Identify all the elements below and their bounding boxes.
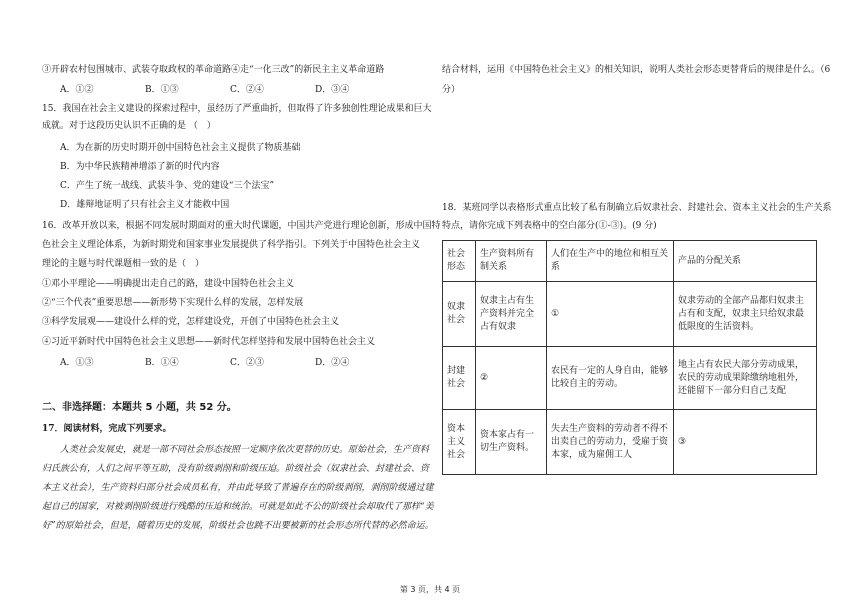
header-cell: 社会形态	[443, 241, 476, 282]
table-cell: 失去生产资料的劳动者不得不出卖自己的劳动力，受雇于资本家，成为雇佣工人	[547, 410, 674, 475]
page-number: 第 3 页，共 4 页	[399, 585, 461, 594]
q16-option-a: A．①③	[60, 358, 94, 368]
table-header-row	[443, 241, 817, 282]
table-cell-blank-2: ②	[476, 347, 547, 410]
q16-item-2: ②“三个代表”重要思想——新形势下实现什么样的发展，怎样发展	[42, 298, 304, 308]
q16-item-1: ①邓小平理论——明确提出走自己的路，建设中国特色社会主义	[42, 279, 295, 289]
q17-para-4: 起自己的国家，对被剥削阶级进行残酷的压迫和统治。可就是如此不公的阶级社会却取代了那样“美	[42, 502, 434, 512]
header-cell: 人们在生产中的地位和相互关系	[547, 241, 674, 282]
table-cell: 奴隶劳动的全部产品都归奴隶主占有和支配，奴隶主只给奴隶最低限度的生活资料。	[674, 282, 817, 347]
table-cell: 奴隶社会	[443, 282, 476, 347]
table-cell: 封建社会	[443, 347, 476, 410]
q17-para-3: 本主义社会），生产资料归部分社会成员私有，并由此导致了普遍存在的阶级剥削，剥削阶级通过建	[42, 483, 434, 493]
q16-option-c: C．②③	[230, 358, 264, 368]
q17-para-1: 人类社会发展史，就是一部不同社会形态按照一定顺序依次更替的历史。原始社会，生产资料	[60, 445, 430, 455]
q16-item-4: ④习近平新时代中国特色社会主义思想——新时代怎样坚持和发展中国特色社会主义	[42, 337, 376, 347]
q18-stem-2: 特点，请你完成下列表格中的空白部分(①-③)。(9 分)	[442, 221, 657, 231]
q17-para-2: 归氏族公有，人们之间平等互助，没有阶级剥削和阶级压迫。阶级社会（奴隶社会、封建社会、资	[42, 464, 430, 474]
q15-option-d: D．雄辩地证明了只有社会主义才能救中国	[60, 200, 230, 210]
q16-option-d: D．②④	[315, 358, 350, 368]
q14-option-d: D．③④	[315, 85, 350, 95]
q16-stem-2: 色社会主义理论体系，为新时期党和国家事业发展提供了科学指引。下列关于中国特色社会主义	[42, 240, 421, 250]
q15-option-a: A．为在新的历史时期开创中国特色社会主义提供了物质基础	[60, 143, 301, 153]
q17-continue-2: 分）	[442, 85, 461, 95]
header-cell: 生产资料所有制关系	[476, 241, 547, 282]
table-cell: 资本主义社会	[443, 410, 476, 475]
q15-stem-2: 成就。对于这段历史认识不正确的是 （ ）	[42, 121, 216, 131]
q17-title: 17．阅读材料，完成下列要求。	[42, 424, 172, 434]
table-row	[443, 347, 817, 410]
q14-line: ③开辟农村包围城市、武装夺取政权的革命道路④走“一化三改”的新民主主义革命道路	[42, 65, 385, 75]
table-row	[443, 282, 817, 347]
table-row	[443, 410, 817, 475]
q17-continue-1: 结合材料，运用《中国特色社会主义》的相关知识，说明人类社会形态更替背后的规律是什么。（6	[442, 65, 831, 75]
table-cell: 农民有一定的人身自由，能够比较自主的劳动。	[547, 347, 674, 410]
q18-stem-1: 18．某班同学以表格形式重点比较了私有制确立后奴隶社会、封建社会、资本主义社会的生产关系	[442, 203, 832, 213]
q16-option-b: B．①④	[145, 358, 179, 368]
header-cell: 产品的分配关系	[674, 241, 817, 282]
table-cell-blank-3: ③	[674, 410, 817, 475]
q16-item-3: ③科学发展观——建设什么样的党，怎样建设党，开创了中国特色社会主义	[42, 317, 340, 327]
table-cell: 奴隶主占有生产资料并完全占有奴隶	[476, 282, 547, 347]
q16-stem-1: 16．改革开放以来，根据不同发展时期面对的重大时代课题，中国共产党进行理论创新，形成中国特	[42, 221, 441, 231]
q14-option-a: A．①②	[60, 85, 94, 95]
q15-option-c: C．产生了统一战线、武装斗争、党的建设“三个法宝”	[60, 181, 275, 191]
production-relations-table	[442, 240, 817, 475]
table-cell-blank-1: ①	[547, 282, 674, 347]
q14-option-c: C．②④	[230, 85, 264, 95]
q17-para-5: 好”的原始社会，但是，随着历史的发展，阶级社会也跳不出要被新的社会形态所代替的必然命运。	[42, 521, 434, 531]
table-cell: 地主占有农民大部分劳动成果，农民的劳动成果除缴纳地租外，还能留下一部分归自己支配	[674, 347, 817, 410]
q16-stem-3: 理论的主题与时代课题相一致的是（ ）	[42, 259, 205, 269]
table-cell: 资本家占有一切生产资料。	[476, 410, 547, 475]
q14-option-b: B．①③	[145, 85, 179, 95]
q15-stem-1: 15．我国在社会主义建设的探索过程中，虽经历了严重曲折，但取得了许多独创性理论成果和巨大	[42, 104, 432, 114]
section-heading: 二、非选择题：本题共 5 小题，共 52 分。	[42, 402, 237, 413]
q15-option-b: B．为中华民族精神增添了新的时代内容	[60, 162, 220, 172]
